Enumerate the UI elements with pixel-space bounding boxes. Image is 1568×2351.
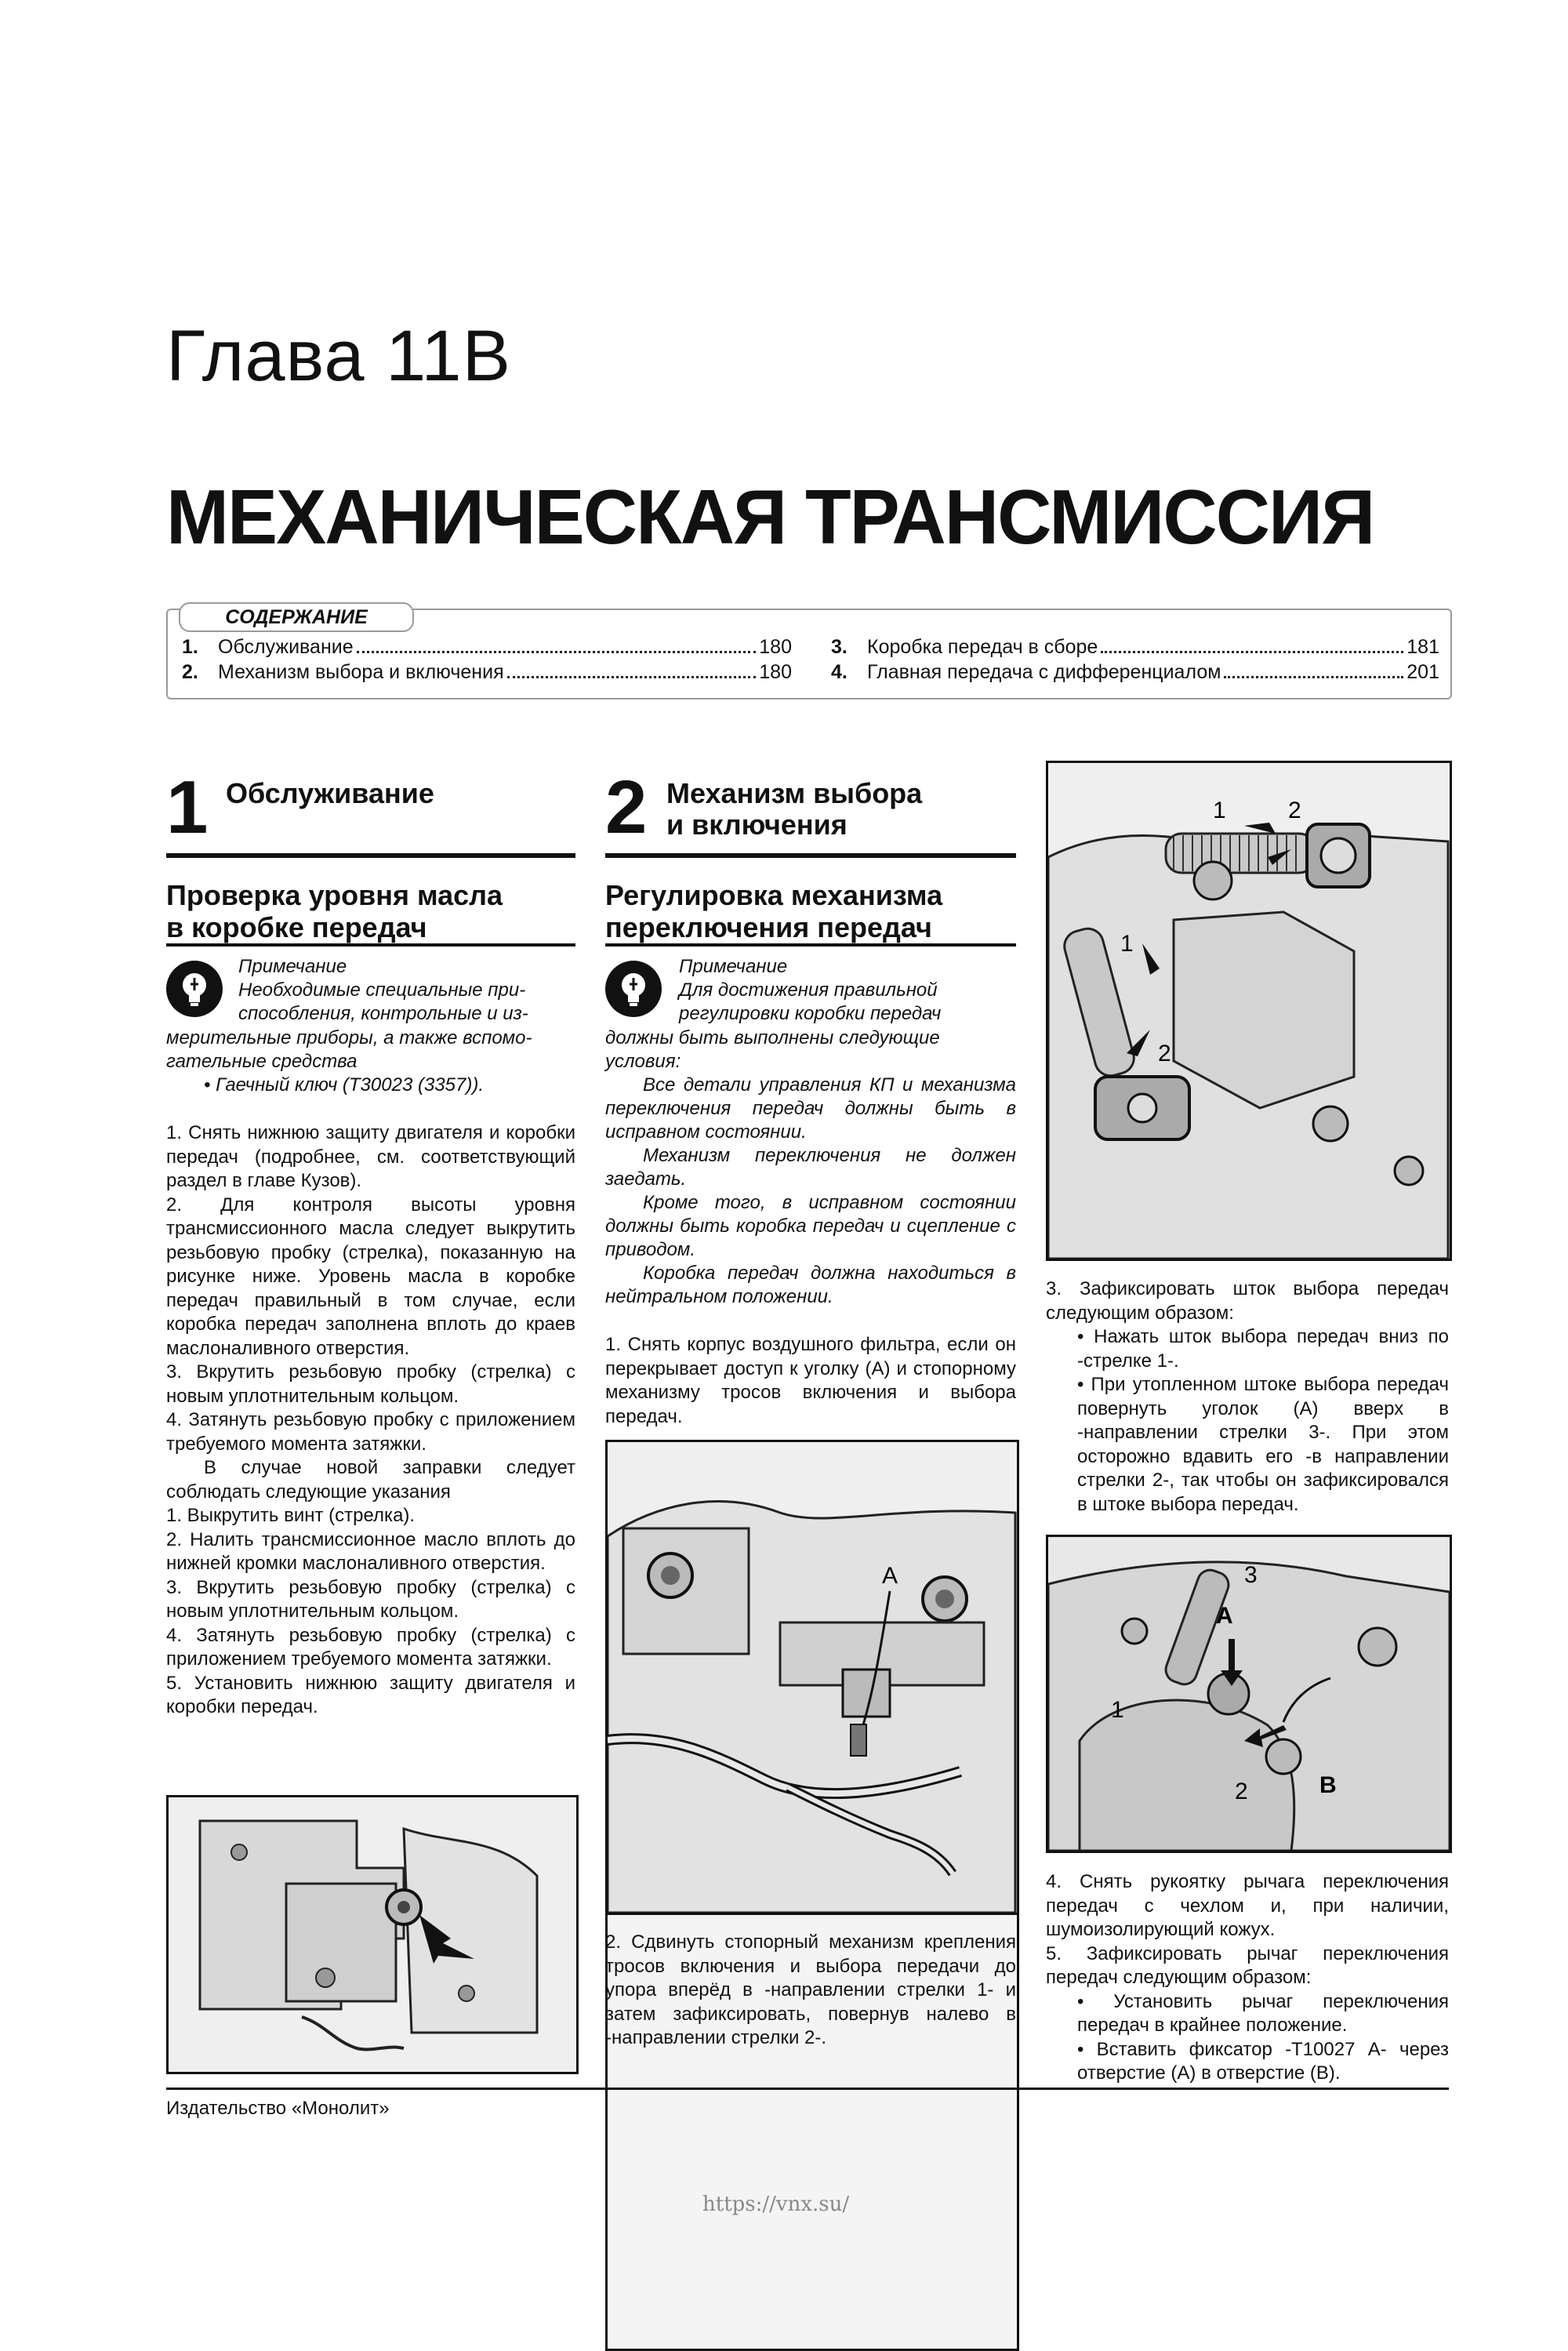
step: 5. Установить нижнюю защиту двигателя и коробки передач. bbox=[166, 1672, 575, 1717]
toc-item[interactable]: 4. Главная передача с дифференциалом 201 bbox=[831, 661, 1439, 683]
step: 4. Затянуть резьбовую пробку с приложением требуемого момента затяжки. bbox=[166, 1409, 575, 1455]
figure-label: 2 bbox=[1158, 1041, 1171, 1066]
section-2-step-2: 2. Сдвинуть стопорный механизм крепления тросов включения и выбора передачи до упора вперёд в -направлении стрелки 1- и затем зафиксировать, повернув налево в -направлении стрелки 2-. bbox=[605, 1931, 1016, 2048]
figure-label: A bbox=[882, 1563, 898, 1589]
note-2-cont: должны быть выполнены следующие условия: Все детали управления КП и механизма переключения передач должны быть в исправном состоянии. Механизм переключения не должен заедать. Кроме того, в исправном состоянии должны быть коробка передач и сцепление с приводом. Коробка передач должна находиться в нейтральном положении. bbox=[605, 1027, 1016, 1307]
step: 1. Снять нижнюю защиту двигателя и коробки передач (подробнее, см. соответствующий раздел в главе Кузов). bbox=[166, 1122, 575, 1191]
section-rule bbox=[166, 853, 575, 858]
lightbulb-icon bbox=[605, 961, 662, 1017]
step: 2. Для контроля высоты уровня трансмиссионного масла следует выкрутить резьбовую пробку (стрелка), показанную на рисунке ниже. Уровень масла в коробке передач правильный в том случае, если коробка передач заполнена вплоть до краев маслоналивного отверстия. bbox=[166, 1194, 575, 1359]
figure-label: 2 bbox=[1235, 1779, 1248, 1804]
figure-label: 1 bbox=[1111, 1697, 1124, 1723]
figure-label: 2 bbox=[1288, 798, 1301, 823]
oil-plug-figure bbox=[166, 1795, 579, 2074]
figure-label: 3 bbox=[1244, 1562, 1258, 1588]
note-1: Примечание Необходимые специальные при- способления, контрольные и из- bbox=[238, 956, 528, 1024]
figure-label: 1 bbox=[1213, 798, 1226, 823]
section-2-number: 2 bbox=[605, 765, 648, 849]
section-2-title: Механизм выбора и включения bbox=[666, 777, 923, 841]
section-3-text-b: 4. Снять рукоятку рычага переключения передач с чехлом и, при наличии, шумоизолирующий кожух. 5. Зафиксировать рычаг переключения передач следующим образом: • Установить рычаг переключения передач в крайнее положение. • Вставить фиксатор -T10027 А- через отверстие (А) в отверстие (В). bbox=[1046, 1871, 1449, 2084]
step: 1. Выкрутить винт (стрелка). bbox=[166, 1505, 416, 1526]
chapter-title: МЕХАНИЧЕСКАЯ ТРАНСМИССИЯ bbox=[166, 474, 1374, 560]
step: 3. Вкрутить резьбовую пробку (стрелка) с новым уплотнительным кольцом. bbox=[166, 1576, 575, 1622]
figure-label: 1 bbox=[1120, 931, 1134, 957]
figure-label: B bbox=[1319, 1772, 1337, 1798]
section-rule bbox=[605, 853, 1016, 858]
section-3-text-a: 3. Зафиксировать шток выбора передач следующим образом: • Нажать шток выбора передач вниз по -стрелке 1-. • При утопленном штоке выбора передач повернуть уголок (А) вверх в -направлении стрелки 3-. При этом осторожно вдавить его -в направлении стрелки 2-, так чтобы он зафиксировался в штоке выбора передач. bbox=[1046, 1278, 1449, 1515]
step: 3. Вкрутить резьбовую пробку (стрелка) с новым уплотнительным кольцом. bbox=[166, 1361, 575, 1407]
step: 2. Налить трансмиссионное масло вплоть до нижней кромки маслоналивного отверстия. bbox=[166, 1528, 575, 1574]
step: 4. Затянуть резьбовую пробку (стрелка) с приложением требуемого момента затяжки. bbox=[166, 1624, 575, 1670]
section-1-title: Обслуживание bbox=[226, 777, 434, 809]
publisher: Издательство «Монолит» bbox=[166, 2098, 390, 2119]
note-1-cont: мерительные приборы, а также вспомо- гательные средства • Гаечный ключ (T30023 (3357)). bbox=[166, 1027, 532, 1096]
shift-rod-figure bbox=[1046, 761, 1452, 1261]
note-2: Примечание Для достижения правильной регулировки коробки передач bbox=[679, 956, 942, 1024]
section-2-subtitle: Регулировка механизма переключения передач bbox=[605, 879, 943, 943]
footer-rule bbox=[166, 2088, 1449, 2090]
section-1-steps bbox=[166, 1121, 575, 1720]
cable-lock-figure-drawing bbox=[605, 1440, 1019, 1915]
lightbulb-icon bbox=[166, 961, 223, 1017]
toc-label: СОДЕРЖАНИЕ bbox=[179, 602, 414, 632]
toc-item[interactable]: 1. Обслуживание 180 bbox=[182, 636, 792, 658]
section-2-step-1: 1. Снять корпус воздушного фильтра, если он перекрывает доступ к уголку (А) и стопорному механизму тросов включения и выбора передач. bbox=[605, 1334, 1016, 1427]
subtitle-rule bbox=[166, 943, 575, 947]
figure-label: A bbox=[1216, 1603, 1233, 1629]
toc-item[interactable]: 3. Коробка передач в сборе 181 bbox=[831, 636, 1439, 658]
subtitle-rule bbox=[605, 943, 1016, 947]
section-1-subtitle: Проверка уровня масла в коробке передач bbox=[166, 879, 503, 943]
toc-item[interactable]: 2. Механизм выбора и включения 180 bbox=[182, 661, 792, 683]
lever-lock-figure bbox=[1046, 1535, 1452, 1853]
watermark[interactable]: https://vnx.su/ bbox=[702, 2193, 850, 2216]
chapter-number: Глава 11В bbox=[166, 316, 511, 396]
section-1-number: 1 bbox=[166, 765, 209, 849]
step: В случае новой заправки следует соблюдать следующие указания bbox=[166, 1457, 575, 1503]
